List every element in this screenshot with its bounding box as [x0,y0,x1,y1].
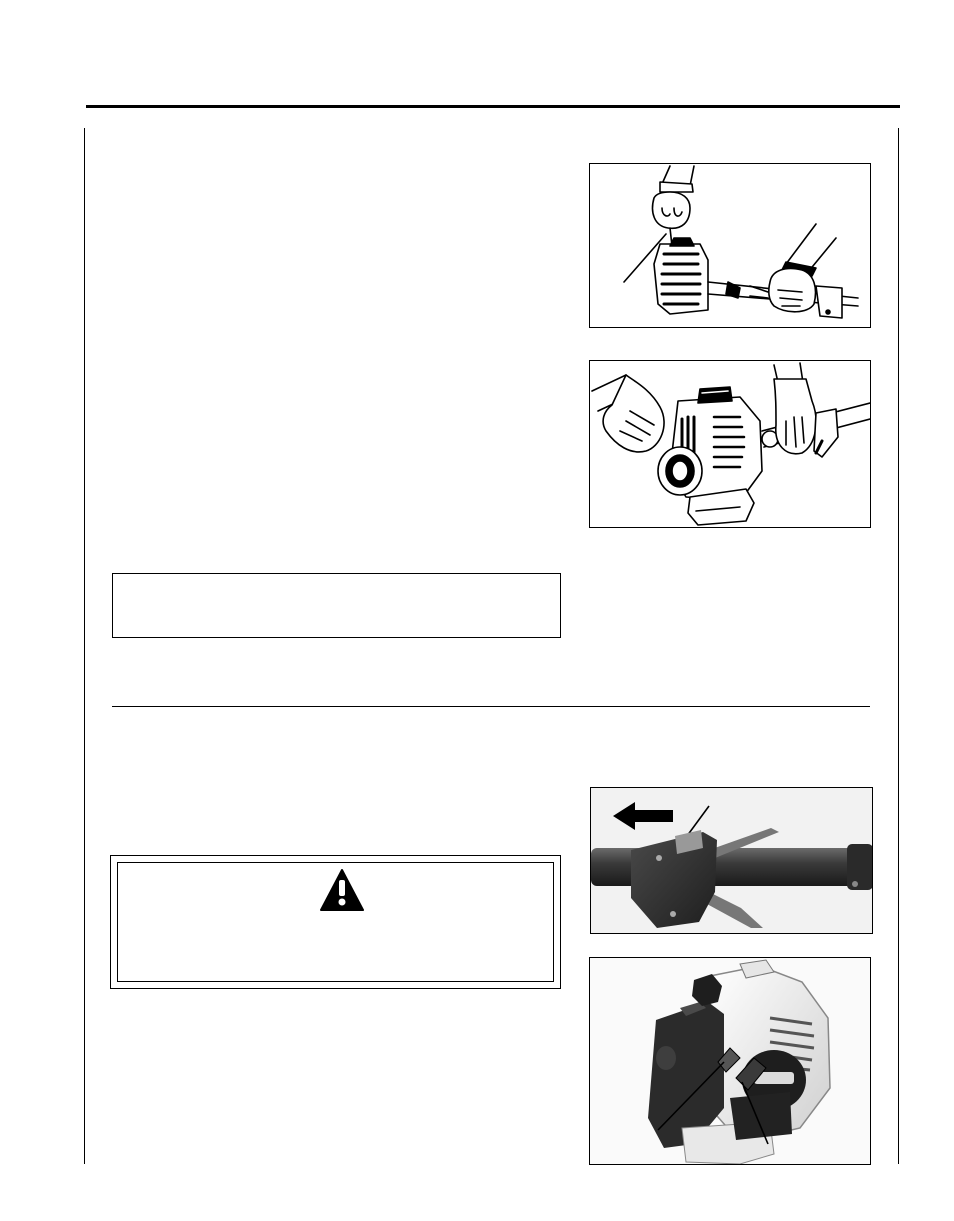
figure-engine-controls [589,957,871,1165]
notice-box [112,573,561,638]
throttle-handle-photo [591,788,873,934]
section-divider [112,706,870,707]
header-rule [86,105,900,108]
hands-pulling-starter-rope-illustration [590,164,871,328]
warning-triangle-icon [319,868,365,912]
right-margin-line [898,128,899,1164]
figure-starter-rope [589,163,871,328]
hands-holding-engine-illustration [590,361,871,528]
figure-throttle-handle [590,787,873,934]
left-margin-line [84,128,85,1164]
figure-holding-engine [589,360,871,528]
warning-box [110,855,561,989]
engine-choke-and-primer-photo [590,958,871,1165]
